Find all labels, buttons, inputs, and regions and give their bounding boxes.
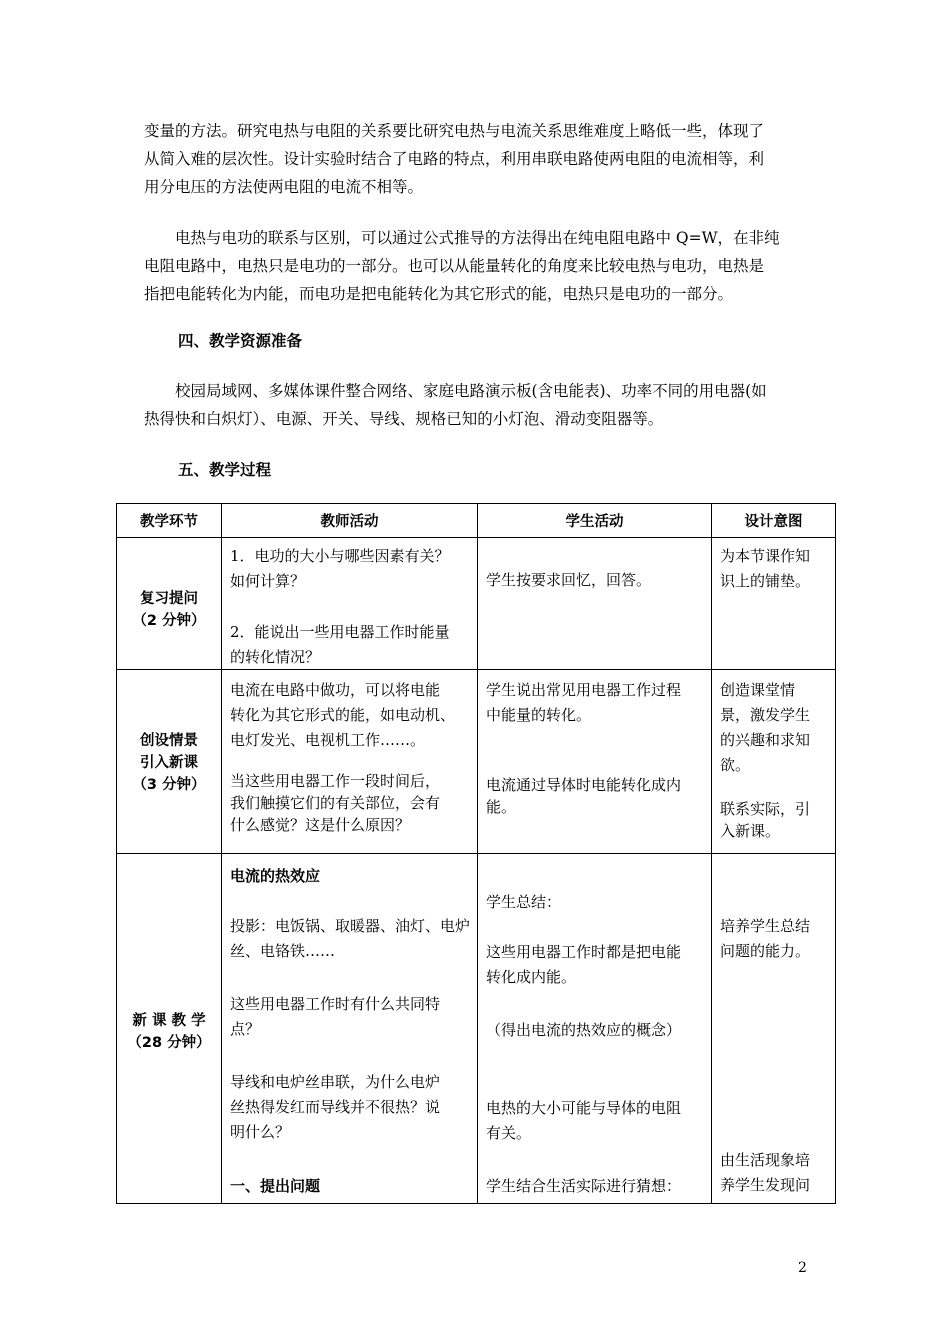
text-line: 识上的铺垫。 — [720, 572, 811, 590]
text-line: 导线和电炉丝串联，为什么电炉 — [230, 1073, 441, 1091]
table-row — [117, 538, 836, 670]
stage-label: 创设情景 — [140, 733, 198, 749]
text-line: 入新课。 — [720, 822, 781, 840]
text-line: 我们触摸它们的有关部位，会有 — [230, 794, 441, 812]
header-intent: 设计意图 — [712, 504, 836, 538]
text-line: 学生结合生活实际进行猜想： — [486, 1177, 682, 1195]
text-line: 养学生发现问 — [720, 1176, 811, 1194]
text-line: 电流通过导体时电能转化成内 — [486, 776, 682, 794]
text-line: 当这些用电器工作一段时间后， — [230, 772, 441, 790]
header-student: 学生活动 — [478, 504, 712, 538]
stage-cell — [117, 854, 222, 1204]
topic-title: 电流的热效应 — [230, 867, 321, 885]
text-line: 用分电压的方法使两电阻的电流不相等。 — [144, 178, 424, 196]
text-line: 问题的能力。 — [720, 942, 811, 960]
stage-cell — [117, 538, 222, 670]
text-line: 1．电功的大小与哪些因素有关？ — [230, 547, 450, 565]
teacher-cell — [222, 854, 478, 1204]
text-line: 校园局域网、多媒体课件整合网络、家庭电路演示板(含电能表)、功率不同的用电器(如 — [144, 382, 767, 400]
stage-label: 复习提问 — [140, 591, 198, 607]
intent-cell — [712, 538, 836, 670]
text-line: 热得快和白炽灯）、电源、开关、导线、规格已知的小灯泡、滑动变阻器等。 — [144, 410, 664, 428]
section-heading-resources: 四、教学资源准备 — [178, 332, 303, 350]
paragraph-1 — [144, 117, 812, 201]
text-line: 由生活现象培 — [720, 1151, 811, 1169]
text-line: 能。 — [486, 798, 517, 816]
lesson-process-table — [116, 503, 836, 1204]
table-row — [117, 670, 836, 854]
text-line: 明什么？ — [230, 1123, 291, 1141]
stage-duration: （28 分钟） — [127, 1035, 211, 1051]
header-teacher: 教师活动 — [222, 504, 478, 538]
text-line: 电灯发光、电视机工作……。 — [230, 731, 426, 749]
intent-cell — [712, 854, 836, 1204]
text-line: 电热的大小可能与导体的电阻 — [486, 1099, 682, 1117]
stage-duration: （2 分钟） — [132, 613, 206, 629]
text-line: 指把电能转化为内能，而电功是把电能转化为其它形式的能，电热只是电功的一部分。 — [144, 285, 734, 303]
stage-duration: （3 分钟） — [132, 777, 206, 793]
table-row — [117, 854, 836, 1204]
text-line: 的转化情况？ — [230, 648, 321, 666]
text-line: 变量的方法。研究电热与电阻的关系要比研究电热与电流关系思维难度上略低一些，体现了 — [144, 122, 765, 140]
teacher-cell — [222, 538, 478, 670]
text-line: 创造课堂情 — [720, 681, 796, 699]
text-line: 欲。 — [720, 756, 751, 774]
text-line: 丝热得发红而导线并不很热？说 — [230, 1098, 441, 1116]
text-line: 转化为其它形式的能，如电动机、 — [230, 706, 456, 724]
text-line: 电流在电路中做功，可以将电能 — [230, 681, 441, 699]
text-line: 如何计算？ — [230, 572, 306, 590]
text-line: 2．能说出一些用电器工作时能量 — [230, 623, 450, 641]
paragraph-2 — [144, 224, 812, 308]
student-cell — [478, 854, 712, 1204]
text-line: 联系实际，引 — [720, 800, 811, 818]
subsection-title: 一、提出问题 — [230, 1177, 321, 1195]
stage-cell — [117, 670, 222, 854]
student-cell — [478, 538, 712, 670]
stage-label: 引入新课 — [140, 755, 198, 771]
text-line: 投影：电饭锅、取暖器、油灯、电炉 — [230, 917, 471, 935]
table-header-row — [117, 504, 836, 538]
text-line: 中能量的转化。 — [486, 706, 592, 724]
text-line: 培养学生总结 — [720, 917, 811, 935]
text-line: 这些用电器工作时有什么共同特 — [230, 995, 441, 1013]
text-line: （得出电流的热效应的概念） — [486, 1021, 682, 1039]
text-line: 景，激发学生 — [720, 706, 811, 724]
text-line: 有关。 — [486, 1124, 532, 1142]
section-heading-process: 五、教学过程 — [178, 461, 272, 479]
text-line: 什么感觉？这是什么原因？ — [230, 816, 411, 834]
text-line: 学生总结： — [486, 893, 562, 911]
paragraph-resources — [144, 377, 812, 433]
text-line: 为本节课作知 — [720, 547, 811, 565]
text-line: 从简入难的层次性。设计实验时结合了电路的特点，利用串联电路使两电阻的电流相等，利 — [144, 150, 765, 168]
stage-label: 新 课 教 学 — [132, 1013, 206, 1029]
text-line: 的兴趣和求知 — [720, 731, 811, 749]
student-cell — [478, 670, 712, 854]
page-number: 2 — [798, 1260, 807, 1276]
text-line: 点？ — [230, 1020, 261, 1038]
text-line: 学生说出常见用电器工作过程 — [486, 681, 682, 699]
text-line: 丝、电铬铁…… — [230, 942, 336, 960]
text-line: 转化成内能。 — [486, 968, 577, 986]
header-stage: 教学环节 — [117, 504, 222, 538]
teacher-cell — [222, 670, 478, 854]
text-line: 电热与电功的联系与区别，可以通过公式推导的方法得出在纯电阻电路中 Q=W，在非纯 — [144, 229, 780, 247]
text-line: 这些用电器工作时都是把电能 — [486, 943, 682, 961]
text-line: 电阻电路中，电热只是电功的一部分。也可以从能量转化的角度来比较电热与电功，电热是 — [144, 257, 765, 275]
intent-cell — [712, 670, 836, 854]
text-line: 学生按要求回忆，回答。 — [486, 571, 652, 589]
